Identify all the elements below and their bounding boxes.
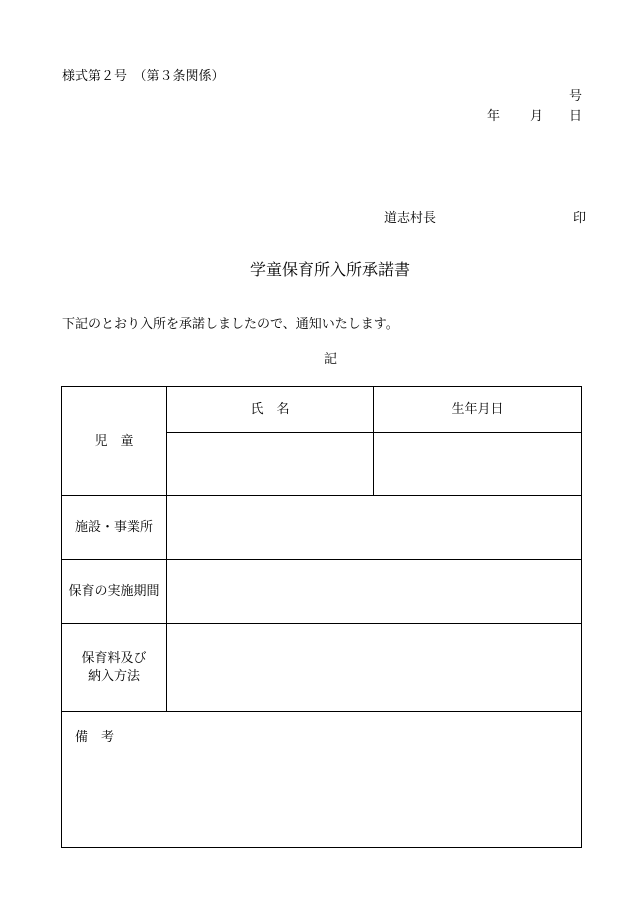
date-year-label: 年 — [487, 109, 501, 124]
table-border-right — [581, 386, 582, 848]
remarks-label: 備 考 — [75, 730, 115, 745]
fee-label-cell — [62, 624, 166, 711]
issuer-name: 道志村長 — [384, 211, 437, 226]
child-label: 児 童 — [94, 433, 134, 449]
intro-text: 下記のとおり入所を承諾しましたので、通知いたします。 — [62, 317, 399, 332]
seal-mark: 印 — [573, 211, 587, 226]
child-name-field — [167, 433, 373, 495]
period-field — [167, 560, 581, 623]
date-month-label: 月 — [530, 109, 544, 124]
birth-header: 生年月日 — [451, 402, 504, 417]
period-label-cell — [62, 560, 166, 623]
form-number: 様式第２号 （第３条関係） — [62, 69, 225, 84]
facility-label: 施設・事業所 — [74, 520, 153, 535]
date-day-label: 日 — [569, 109, 583, 124]
period-label: 保育の実施期間 — [68, 584, 160, 599]
birth-header-cell — [374, 387, 581, 432]
document-title: 学童保育所入所承諾書 — [250, 260, 411, 279]
fee-label-line1: 保育料及び — [81, 650, 147, 666]
document-number-label: 号 — [569, 89, 583, 104]
name-header-cell — [167, 387, 373, 432]
table-border-bottom — [61, 847, 582, 848]
facility-field — [167, 496, 581, 559]
child-label-cell — [62, 387, 166, 495]
remarks-cell — [62, 712, 581, 847]
facility-label-cell — [62, 496, 166, 559]
fee-field — [167, 624, 581, 711]
fee-label-line2: 納入方法 — [87, 668, 140, 684]
child-birthdate-field — [374, 433, 581, 495]
name-header: 氏 名 — [250, 402, 290, 417]
record-mark: 記 — [324, 352, 338, 367]
